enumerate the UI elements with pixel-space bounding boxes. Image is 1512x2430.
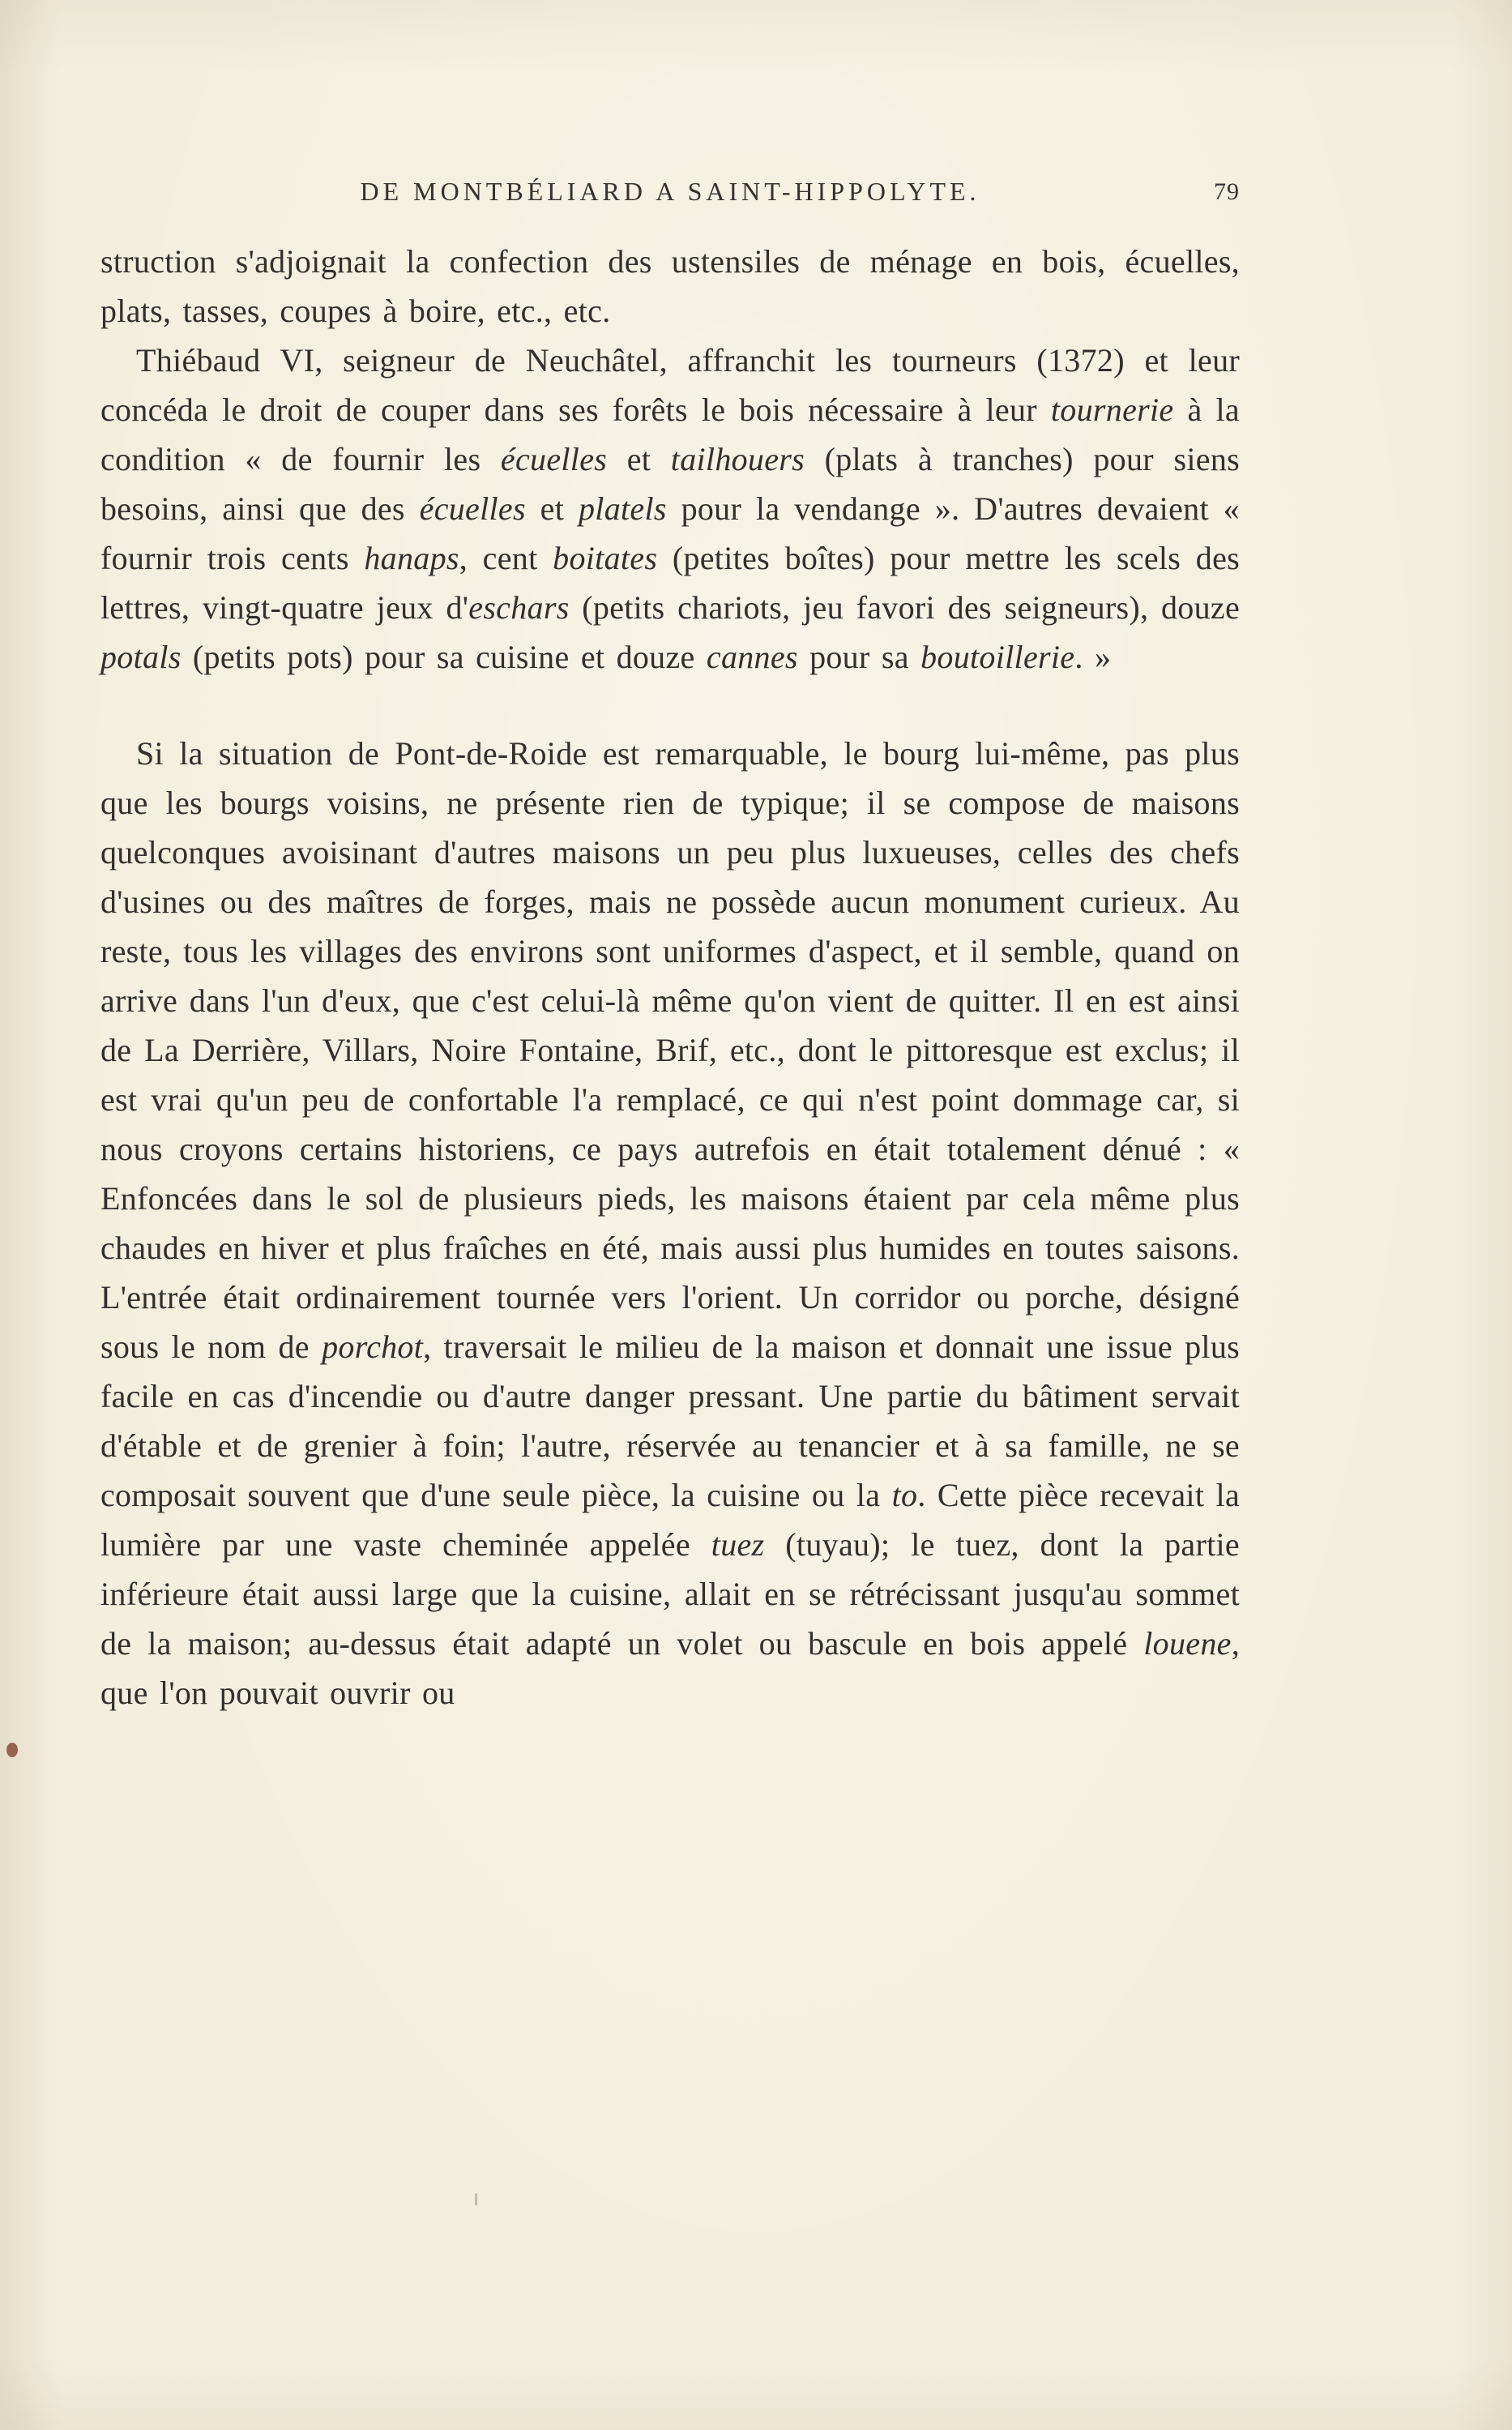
italic-term: hanaps	[364, 540, 459, 576]
paragraph	[100, 237, 1240, 336]
italic-term: boutoillerie	[920, 639, 1075, 675]
text-run: pour sa	[797, 639, 921, 675]
italic-term: eschars	[468, 589, 570, 626]
paragraph	[100, 336, 1240, 682]
italic-term: platels	[578, 490, 667, 527]
text-run: à la condition « de fournir les	[100, 391, 1240, 477]
text-run: struction s'adjoignait la confection des ustensiles de ménage en bois, écuelles, plats, tasses, coupes à boire, etc., etc.	[100, 243, 1240, 329]
italic-term: to	[891, 1477, 918, 1513]
faint-mark	[475, 2193, 477, 2205]
text-run: (tuyau); le tuez, dont la partie inférieure était aussi large que la cuisine, allait en se rétrécissant jusqu'au sommet de la maison; au-dessus était adapté un volet ou bascule en bois appelé	[100, 1526, 1240, 1662]
italic-term: écuelles	[419, 490, 526, 527]
text-run: , cent	[459, 540, 553, 576]
page-number: 79	[1214, 178, 1240, 205]
body-text	[100, 237, 1240, 1718]
italic-term: porchot	[322, 1328, 424, 1365]
text-run: Si la situation de Pont-de-Roide est remarquable, le bourg lui-même, pas plus que les bourgs voisins, ne présente rien de typique; il se compose de maisons quelconques avoisinant d'autres maisons un peu plus luxueuses, celles des chefs d'usines ou des maîtres de forges, mais ne possède aucun monument curieux. Au reste, tous les villages des environs sont uniformes d'aspect, et il semble, quand on arrive dans l'un d'eux, que c'est celui-là même qu'on vient de quitter. Il en est ainsi de La Derrière, Villars, Noire Fontaine, Brif, etc., dont le pittoresque est exclus; il est vrai qu'un peu de confortable l'a remplacé, ce qui n'est point dommage car, si nous croyons certains historiens, ce pays autrefois en était totalement dénué : « Enfoncées dans le sol de plusieurs pieds, les maisons étaient par cela même plus chaudes en hiver et plus fraîches en été, mais aussi plus humides en toutes saisons. L'entrée était ordinairement tournée vers l'orient. Un corridor ou porche, désigné sous le nom de	[100, 735, 1240, 1365]
text-run: (petits chariots, jeu favori des seigneurs), douze	[569, 589, 1241, 626]
italic-term: boitates	[553, 540, 658, 576]
text-run: pour la vendange ». D'autres devaient « fournir trois cents	[100, 490, 1240, 576]
italic-term: écuelles	[500, 441, 608, 477]
page-header	[100, 177, 1240, 217]
italic-term: cannes	[706, 639, 798, 675]
italic-term: louene	[1143, 1625, 1232, 1662]
text-run: . »	[1074, 639, 1112, 675]
text-run: , que l'on pouvait ouvrir ou	[100, 1625, 1240, 1711]
running-title: DE MONTBÉLIARD A SAINT-HIPPOLYTE.	[360, 177, 980, 206]
text-run: Thiébaud VI, seigneur de Neuchâtel, affranchit les tourneurs (1372) et leur concéda le droit de couper dans ses forêts le bois nécessaire à leur	[100, 342, 1240, 428]
italic-term: tournerie	[1050, 391, 1174, 428]
text-run: . Cette pièce recevait la lumière par une vaste cheminée appelée	[100, 1477, 1240, 1563]
paragraph	[100, 729, 1240, 1718]
text-run: (petits pots) pour sa cuisine et douze	[181, 639, 707, 675]
text-run: (petites boîtes) pour mettre les scels des lettres, vingt-quatre jeux d'	[100, 540, 1241, 626]
italic-term: tuez	[711, 1526, 765, 1563]
text-run: (plats à tranches) pour siens besoins, ainsi que des	[100, 441, 1240, 527]
text-run: et	[525, 490, 579, 527]
text-run: et	[607, 441, 671, 477]
text-run: , traversait le milieu de la maison et donnait une issue plus facile en cas d'incendie ou d'autre danger pressant. Une partie du bâtiment servait d'étable et de grenier à foin; l'autre, réservée au tenancier et à sa famille, ne se composait souvent que d'une seule pièce, la cuisine ou la	[100, 1328, 1240, 1513]
ink-speck	[6, 1743, 18, 1757]
italic-term: tailhouers	[670, 441, 805, 477]
italic-term: potals	[100, 639, 182, 675]
